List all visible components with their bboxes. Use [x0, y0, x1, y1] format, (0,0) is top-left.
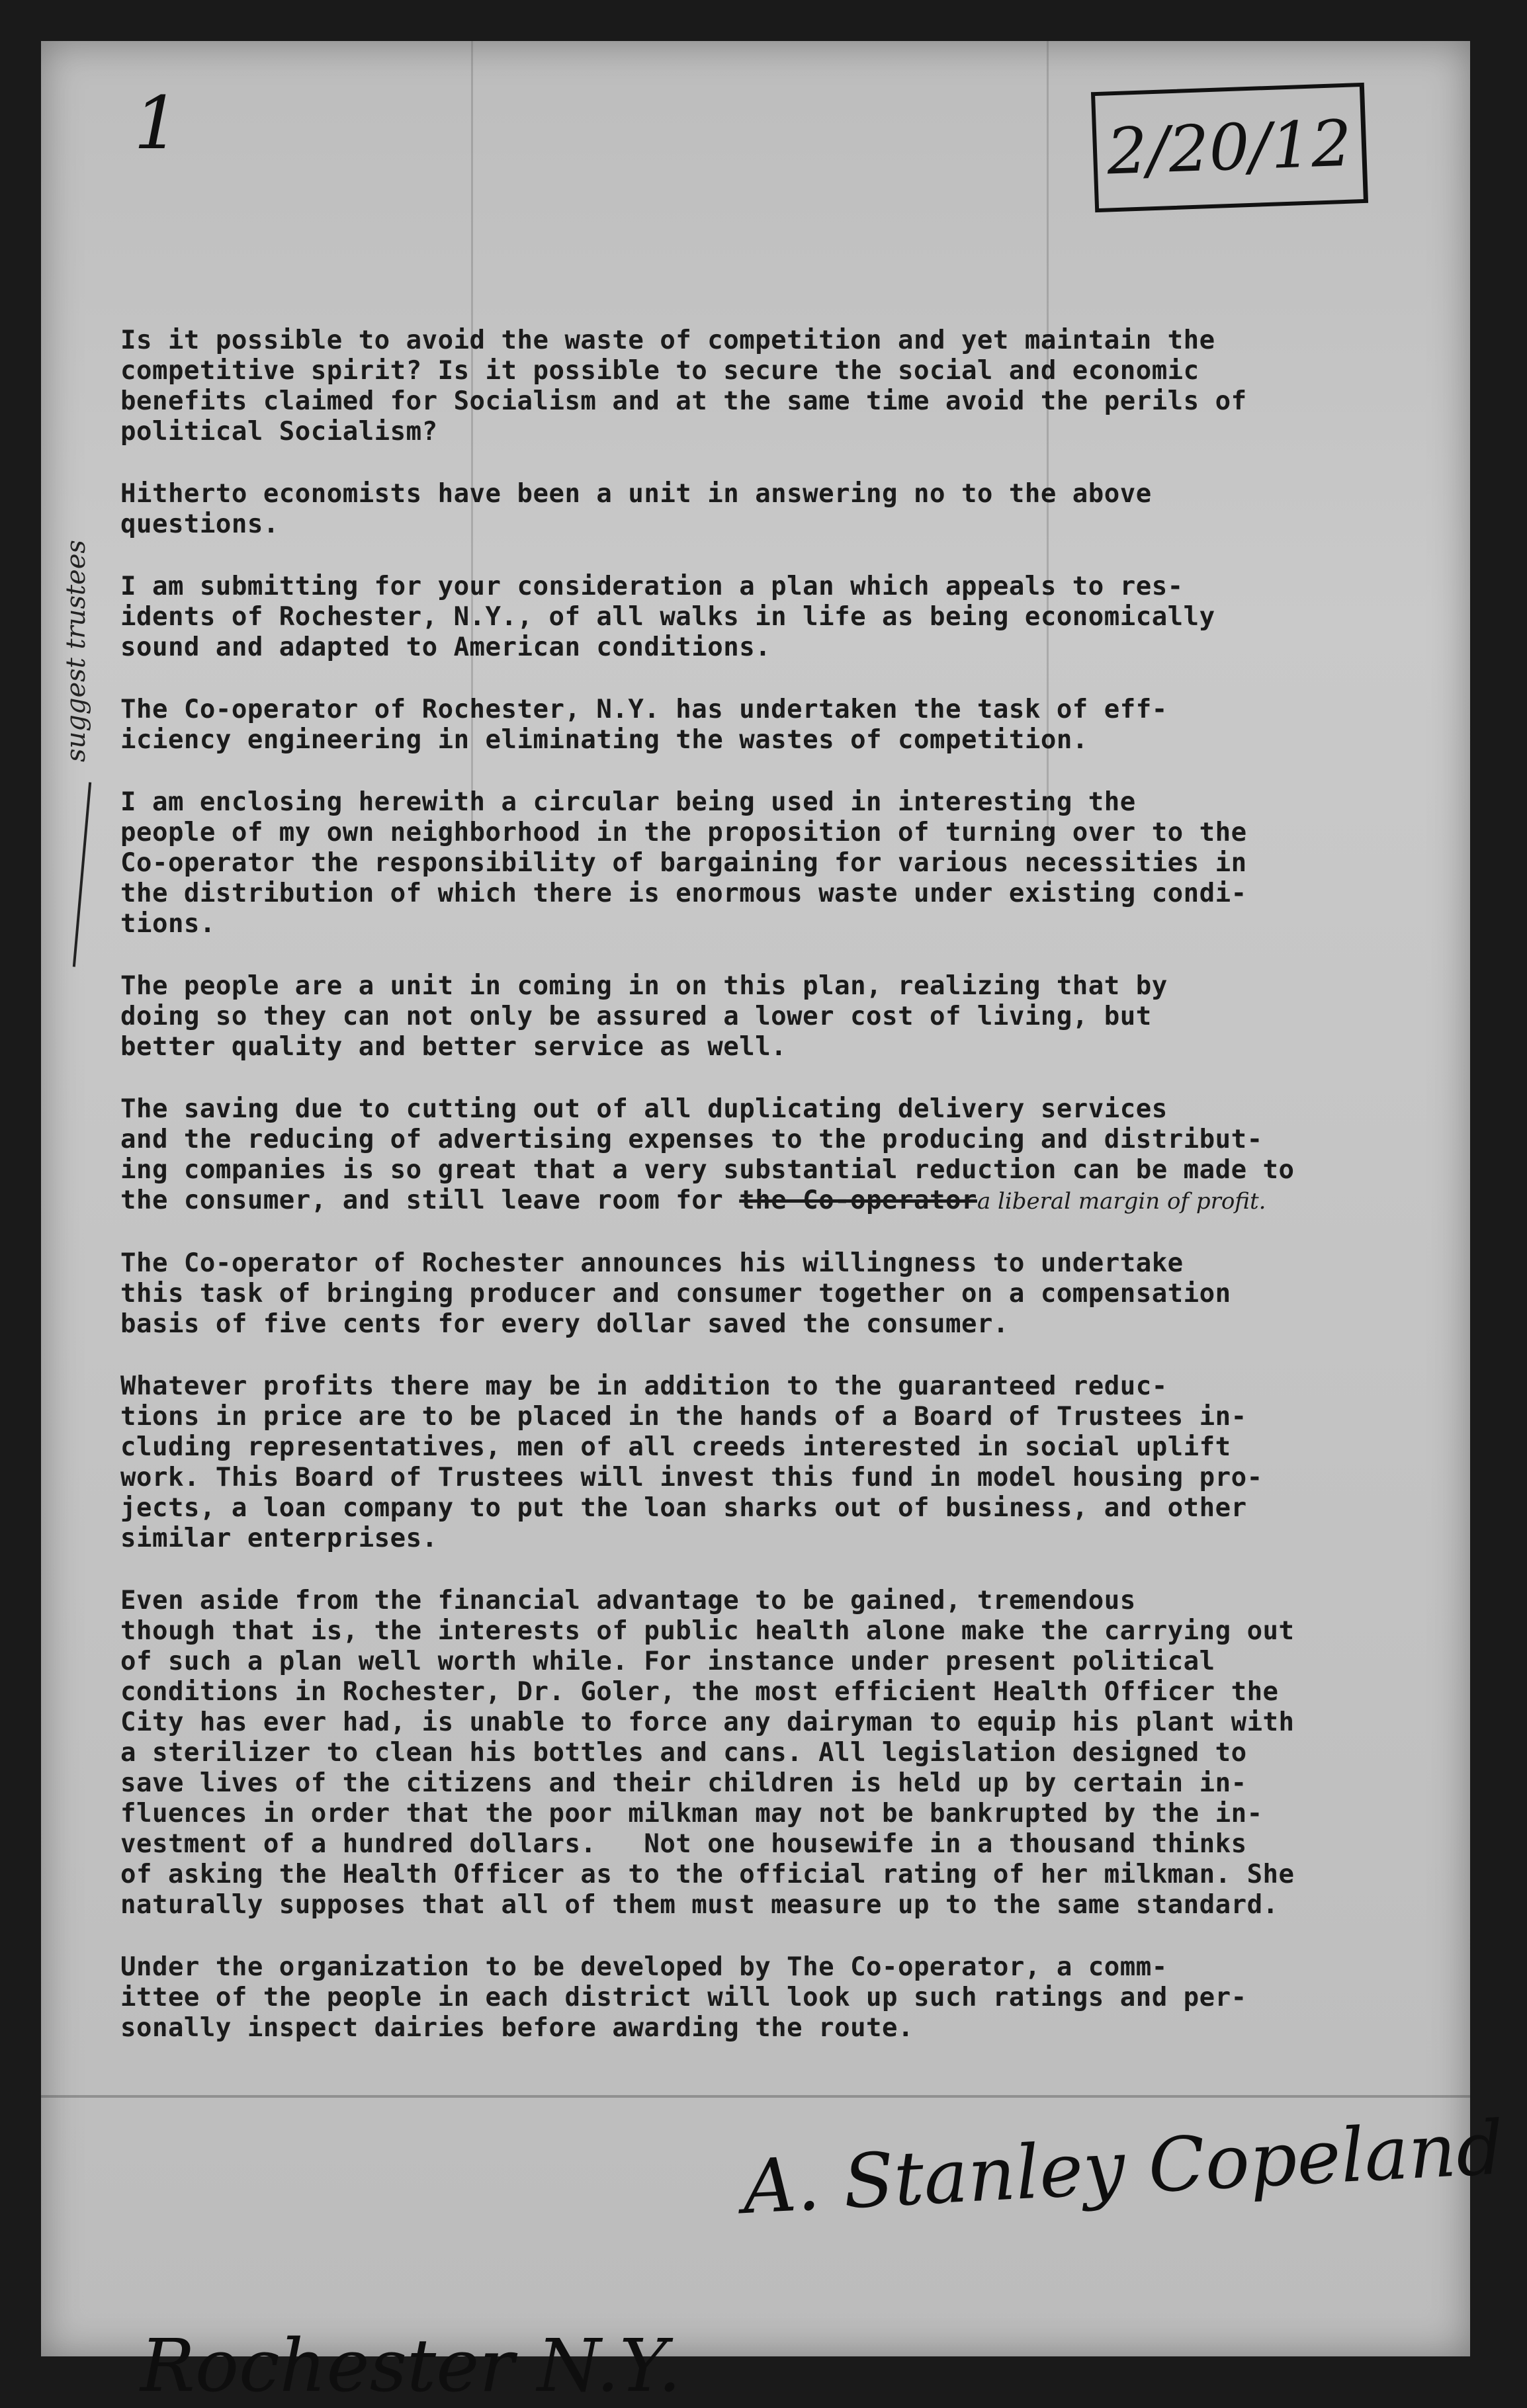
- letter-sheet: [41, 41, 1506, 2408]
- saving-paragraph: [120, 1094, 1470, 1217]
- paper-fold: [41, 2095, 1470, 2098]
- page-mark: 1: [134, 81, 180, 165]
- paragraph: Whatever profits there may be in addition to the guaranteed reduc- tions in price are to be placed in the hands of a Board of Trustees in- cluding representatives, men of all creeds interested in social uplift work. This Board of Trustees will invest this fund in model housing pro- jects, a loan company to put the loan sharks out of business, and other similar enterprises.: [120, 1371, 1263, 1553]
- paragraph: The people are a unit in coming in on this plan, realizing that by doing so they can not only be assured a lower cost of living, but better quality and better service as well.: [120, 971, 1168, 1062]
- margin-line: [73, 782, 91, 967]
- handwritten-insertion: a liberal margin of profit.: [977, 1188, 1266, 1215]
- margin-note: suggest trustees: [61, 540, 91, 762]
- paragraph: The Co-operator of Rochester announces his willingness to undertake this task of bringing producer and consumer together on a compensation basis of five cents for every dollar saved the consumer.: [120, 1248, 1231, 1339]
- paragraph: Is it possible to avoid the waste of competition and yet maintain the competitive spirit? Is it possible to secure the social and economic benefits claimed for Socialism and at the same time avoid the perils of political Socialism?: [120, 325, 1247, 447]
- saving-text: The saving due to cutting out of all duplicating delivery services and the reducing of advertising expenses to the producing and distribut- ing companies is so great that a very substantial reduction can be made to the consumer, and still leave room for: [120, 1094, 1295, 1215]
- paragraph: I am enclosing herewith a circular being used in interesting the people of my own neighborhood in the proposition of turning over to the Co-operator the responsibility of bargaining for various necessities in the distribution of which there is enormous waste under existing condi- tions.: [120, 787, 1247, 939]
- paragraph: I am submitting for your consideration a plan which appeals to res- idents of Rochester, N.Y., of all walks in life as being economically sound and adapted to American conditions.: [120, 572, 1215, 662]
- place-line: Rochester N.Y.: [140, 2323, 681, 2408]
- struck-text: the Co-operator: [739, 1185, 977, 1215]
- paragraph: Hitherto economists have been a unit in answering no to the above questions.: [120, 479, 1152, 539]
- letter-body: [120, 325, 1470, 2075]
- signature: A. Stanley Copeland: [740, 2104, 1506, 2231]
- paragraph: The Co-operator of Rochester, N.Y. has undertaken the task of eff- iciency engineering in eliminating the wastes of competition.: [120, 695, 1168, 755]
- date-stamp: 2/20/12: [1091, 83, 1368, 212]
- paragraph: Under the organization to be developed by The Co-operator, a comm- ittee of the people in each district will look up such ratings and per- sonally inspect dairies before awarding the route.: [120, 1952, 1247, 2043]
- paragraph: Even aside from the financial advantage to be gained, tremendous though that is, the interests of public health alone make the carrying out of such a plan well worth while. For instance under present political conditions in Rochester, Dr. Goler, the most efficient Health Officer the City has ever had, is unable to force any dairyman to equip his plant with a sterilizer to clean his bottles and cans. All legislation designed to save lives of the citizens and their children is held up by certain in- fluences in order that the poor milkman may not be bankrupted by the in- vestment of a hundred dollars. Not one housewife in a thousand thinks of asking the Health Officer as to the official rating of her milkman. She naturally supposes that all of them must measure up to the same standard.: [120, 1586, 1295, 1920]
